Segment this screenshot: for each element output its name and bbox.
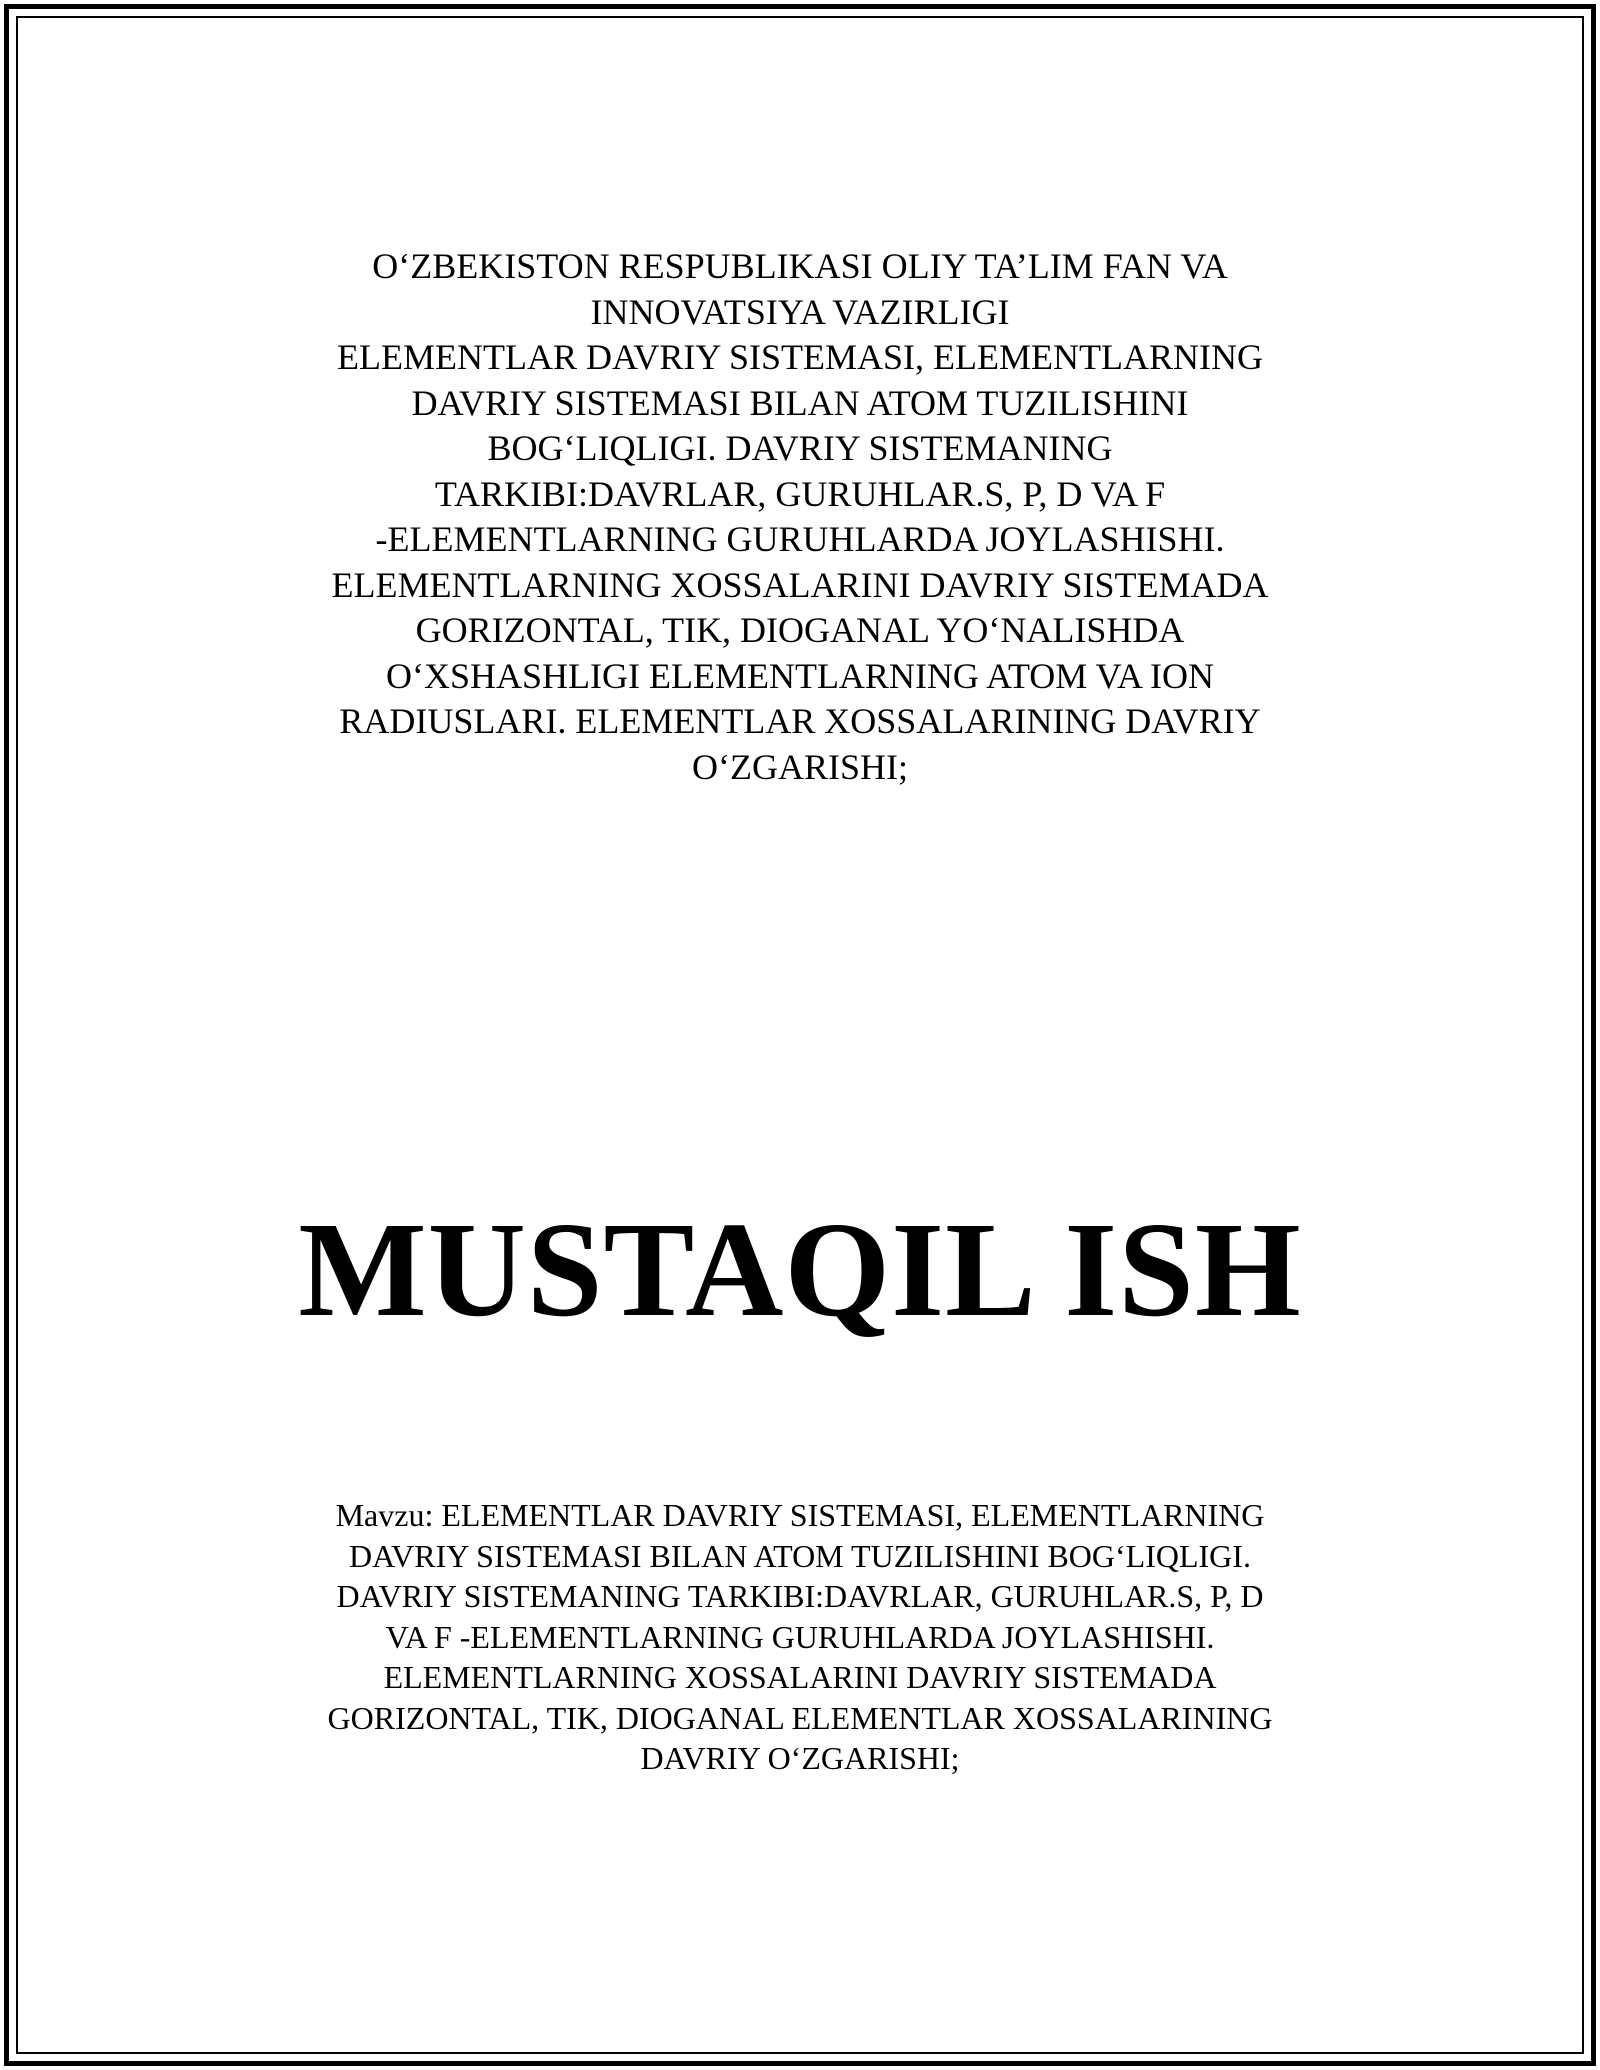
topic-line: GORIZONTAL, TIK, DIOGANAL ELEMENTLAR XOSSALARINING	[327, 1699, 1273, 1736]
header-line: INNOVATSIYA VAZIRLIGI	[590, 291, 1010, 332]
header-line: O‘ZBEKISTON RESPUBLIKASI OLIY TA’LIM FAN VA	[372, 246, 1228, 286]
topic-block	[230, 1495, 1370, 1779]
header-line: O‘ZGARISHI;	[692, 746, 908, 787]
topic-line: DAVRIY O‘ZGARISHI;	[640, 1740, 960, 1776]
topic-line: Mavzu: ELEMENTLAR DAVRIY SISTEMASI, ELEMENTLARNING	[335, 1497, 1265, 1533]
header-line: RADIUSLARI. ELEMENTLAR XOSSALARINING DAVRIY	[339, 701, 1261, 741]
header-line: GORIZONTAL, TIK, DIOGANAL YO‘NALISHDA	[415, 610, 1185, 650]
header-line: BOG‘LIQLIGI. DAVRIY SISTEMANING	[487, 428, 1113, 468]
header-line: ELEMENTLARNING XOSSALARINI DAVRIY SISTEMADA	[331, 564, 1269, 605]
topic-line: DAVRIY SISTEMANING TARKIBI:DAVRLAR, GURUHLAR.S, P, D	[336, 1578, 1264, 1614]
header-line: TARKIBI:DAVRLAR, GURUHLAR.S, P, D VA F	[434, 473, 1166, 514]
header-line: ELEMENTLAR DAVRIY SISTEMASI, ELEMENTLARNING	[337, 337, 1263, 377]
topic-line: DAVRIY SISTEMASI BILAN ATOM TUZILISHINI BOG‘LIQLIGI.	[349, 1537, 1251, 1574]
header-line: DAVRIY SISTEMASI BILAN ATOM TUZILISHINI	[411, 382, 1189, 423]
topic-line: ELEMENTLARNING XOSSALARINI DAVRIY SISTEMADA	[383, 1659, 1217, 1695]
header-line: -ELEMENTLARNING GURUHLARDA JOYLASHISHI.	[375, 519, 1225, 559]
page-title: MUSTAQIL ISH	[298, 1195, 1302, 1345]
topic-line: VA F -ELEMENTLARNING GURUHLARDA JOYLASHISHI.	[385, 1618, 1215, 1655]
header-line: O‘XSHASHLIGI ELEMENTLARNING ATOM VA ION	[386, 655, 1214, 696]
ministry-header	[230, 244, 1370, 790]
